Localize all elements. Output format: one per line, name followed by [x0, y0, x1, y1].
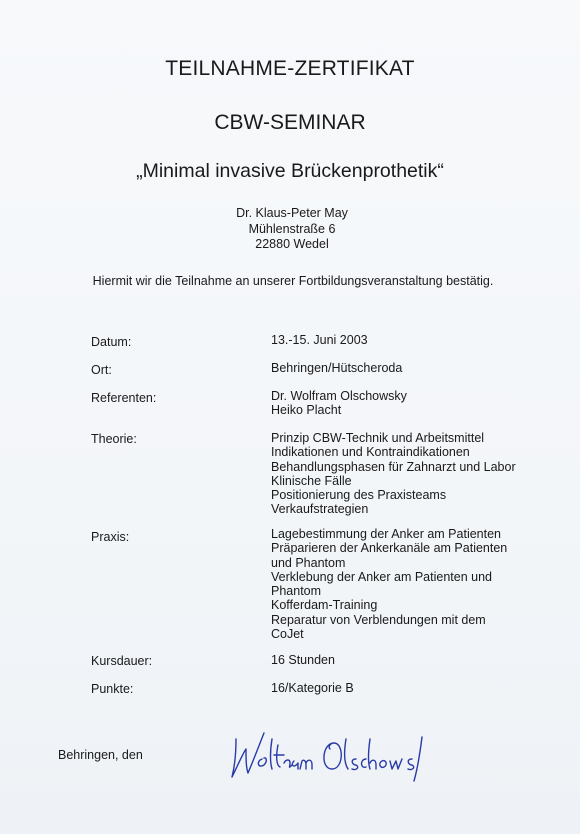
praxis-list: [271, 527, 507, 641]
praxis-item: Kofferdam-Training: [271, 598, 378, 613]
referenten-list: [271, 389, 407, 418]
signature-image: [226, 725, 441, 785]
confirmation-text: Hiermit wir die Teilnahme an unserer Fortbildungsveranstaltung bestätig.: [92, 274, 494, 288]
referent-item: Dr. Wolfram Olschowsky: [271, 389, 407, 403]
theorie-item: Indikationen und Kontraindikationen: [271, 445, 470, 460]
punkte-label: Punkte:: [91, 682, 134, 696]
theorie-item: Verkaufstrategien: [271, 502, 369, 517]
praxis-item: Phantom: [271, 584, 322, 599]
course-name: „Minimal invasive Brückenprothetik“: [136, 160, 444, 182]
datum-value: 13.-15. Juni 2003: [271, 333, 368, 347]
praxis-item: Präparieren der Ankerkanäle am Patienten: [271, 541, 508, 556]
praxis-item: und Phantom: [271, 555, 346, 570]
theorie-item: Klinische Fälle: [271, 473, 352, 488]
theorie-item: Positionierung des Praxisteams: [271, 488, 447, 503]
praxis-item: Verklebung der Anker am Patienten und: [271, 569, 492, 584]
punkte-value: 16/Kategorie B: [271, 681, 354, 695]
referent-item: Heiko Placht: [271, 403, 342, 418]
ort-label: Ort:: [91, 363, 112, 377]
praxis-item: CoJet: [271, 627, 304, 642]
datum-label: Datum:: [91, 335, 132, 349]
praxis-item: Reparatur von Verblendungen mit dem: [271, 612, 486, 627]
certificate-title: TEILNAHME-ZERTIFIKAT: [165, 57, 415, 80]
place-date-text: Behringen, den: [58, 748, 143, 762]
participant-address: [217, 206, 367, 253]
praxis-label: Praxis:: [91, 530, 130, 544]
seminar-title: CBW-SEMINAR: [214, 111, 366, 134]
kursdauer-value: 16 Stunden: [271, 653, 335, 667]
ort-value: Behringen/Hütscheroda: [271, 361, 403, 375]
participant-city: 22880 Wedel: [255, 237, 329, 251]
theorie-item: Behandlungsphasen für Zahnarzt und Labor: [271, 459, 516, 474]
praxis-item: Lagebestimmung der Anker am Patienten: [271, 527, 501, 541]
participant-street: Mühlenstraße 6: [248, 221, 336, 236]
referenten-label: Referenten:: [91, 391, 157, 405]
theorie-list: [271, 431, 516, 517]
kursdauer-label: Kursdauer:: [91, 654, 153, 668]
theorie-item: Prinzip CBW-Technik und Arbeitsmittel: [271, 431, 485, 445]
participant-name: Dr. Klaus-Peter May: [236, 206, 348, 220]
theorie-label: Theorie:: [91, 432, 137, 446]
